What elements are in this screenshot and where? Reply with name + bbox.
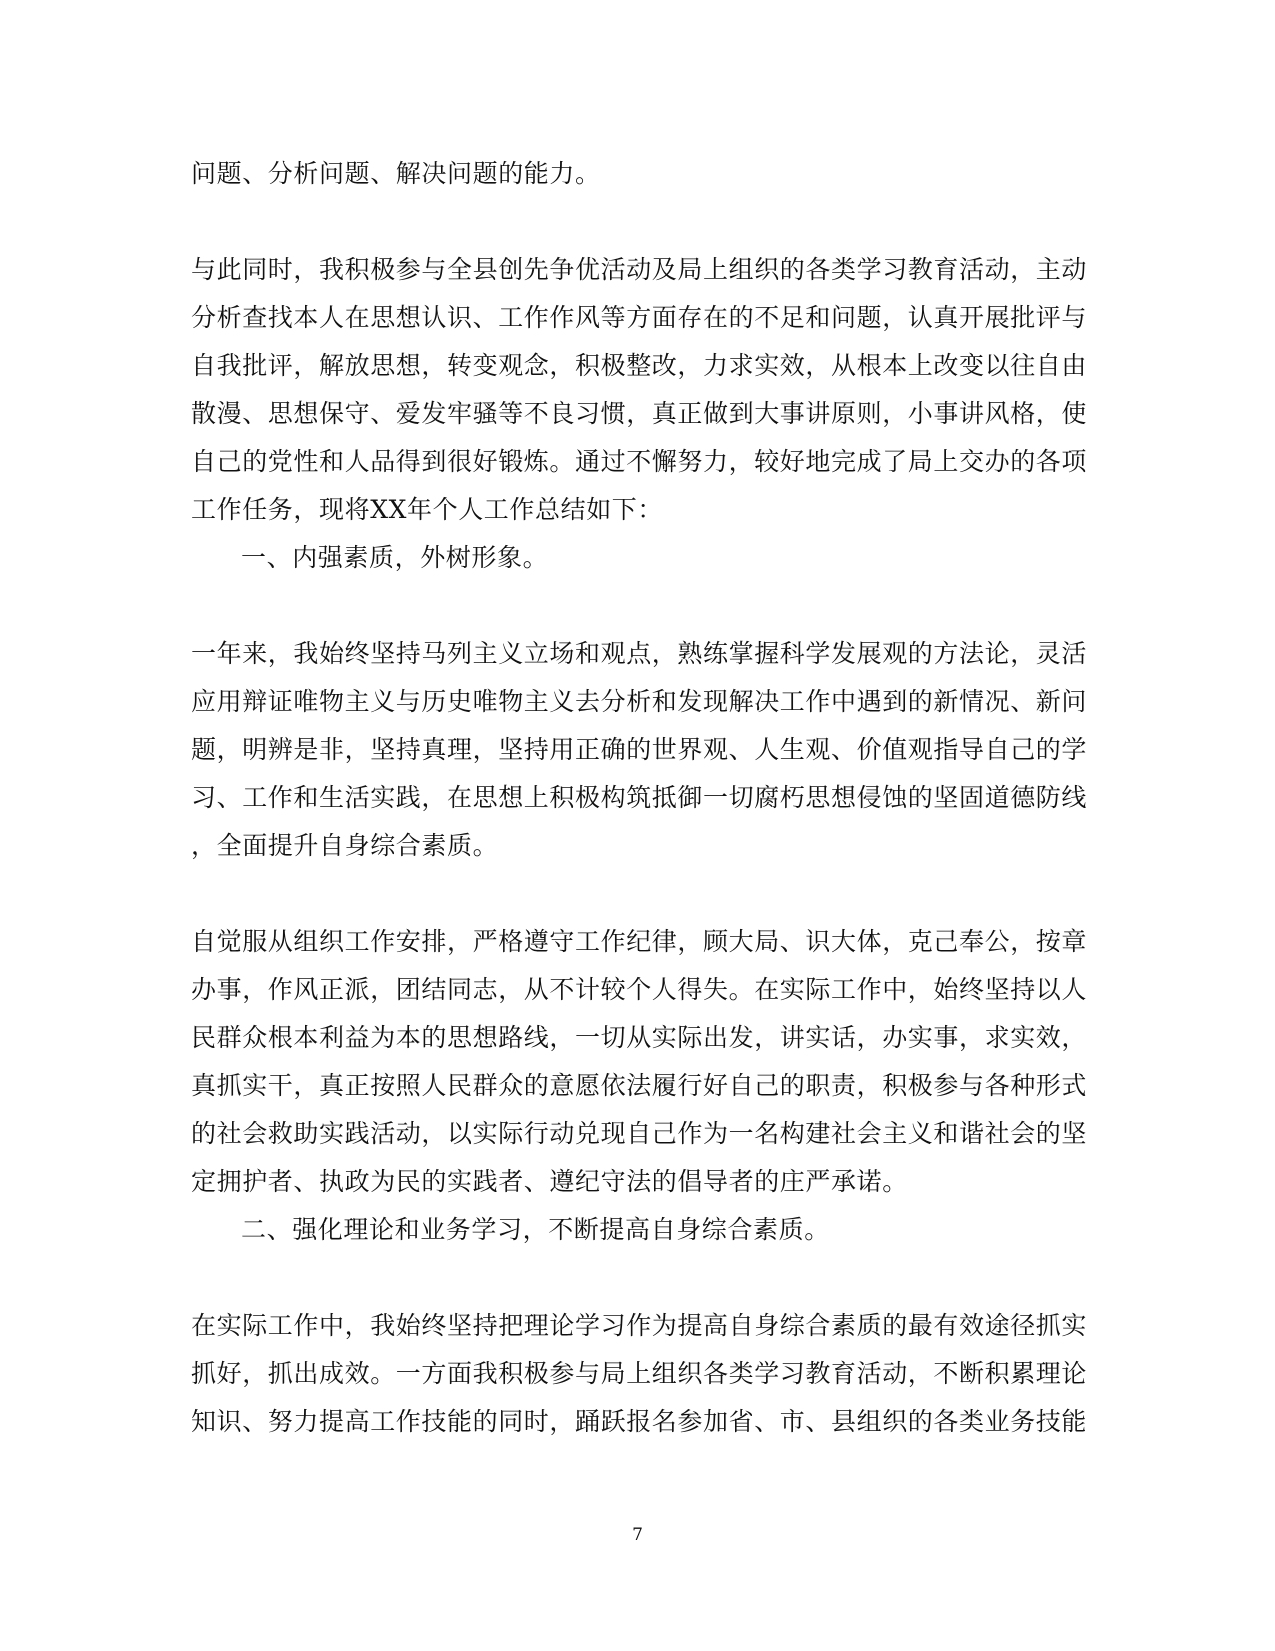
- text-line: 与此同时，我积极参与全县创先争优活动及局上组织的各类学习教育活动，主动: [191, 255, 1088, 284]
- text-line: 自己的党性和人品得到很好锻炼。通过不懈努力，较好地完成了局上交办的各项: [191, 447, 1088, 476]
- text-line: 工作任务，现将XX年个人工作总结如下：: [191, 495, 663, 524]
- text-line: 知识、努力提高工作技能的同时，踊跃报名参加省、市、县组织的各类业务技能: [191, 1407, 1088, 1436]
- text-line: 分析查找本人在思想认识、工作作风等方面存在的不足和问题，认真开展批评与: [191, 303, 1088, 332]
- text-line: 抓好，抓出成效。一方面我积极参与局上组织各类学习教育活动，不断积累理论: [191, 1359, 1088, 1388]
- section-heading: 一、内强素质，外树形象。: [241, 543, 549, 572]
- text-line: 散漫、思想保守、爱发牢骚等不良习惯，真正做到大事讲原则，小事讲风格，使: [191, 399, 1088, 428]
- text-line: 办事，作风正派，团结同志，从不计较个人得失。在实际工作中，始终坚持以人: [191, 975, 1088, 1004]
- text-line: 题，明辨是非，坚持真理，坚持用正确的世界观、人生观、价值观指导自己的学: [191, 735, 1088, 764]
- text-line: 定拥护者、执政为民的实践者、遵纪守法的倡导者的庄严承诺。: [191, 1167, 908, 1196]
- text-line: 自觉服从组织工作安排，严格遵守工作纪律，顾大局、识大体，克己奉公，按章: [191, 927, 1088, 956]
- text-line: 真抓实干，真正按照人民群众的意愿依法履行好自己的职责，积极参与各种形式: [191, 1071, 1088, 1100]
- text-line: 民群众根本利益为本的思想路线，一切从实际出发，讲实话，办实事，求实效，: [191, 1023, 1088, 1052]
- text-line: 应用辩证唯物主义与历史唯物主义去分析和发现解决工作中遇到的新情况、新问: [191, 687, 1088, 716]
- text-line: 一年来，我始终坚持马列主义立场和观点，熟练掌握科学发展观的方法论，灵活: [191, 639, 1088, 668]
- text-line: ，全面提升自身综合素质。: [191, 831, 499, 860]
- section-heading: 二、强化理论和业务学习，不断提高自身综合素质。: [241, 1215, 830, 1244]
- page-number: 7: [632, 1525, 643, 1545]
- text-line: 习、工作和生活实践，在思想上积极构筑抵御一切腐朽思想侵蚀的坚固道德防线: [191, 783, 1088, 812]
- text-line: 在实际工作中，我始终坚持把理论学习作为提高自身综合素质的最有效途径抓实: [191, 1311, 1088, 1340]
- text-line: 问题、分析问题、解决问题的能力。: [191, 159, 601, 188]
- text-line: 自我批评，解放思想，转变观念，积极整改，力求实效，从根本上改变以往自由: [191, 351, 1088, 380]
- text-line: 的社会救助实践活动，以实际行动兑现自己作为一名构建社会主义和谐社会的坚: [191, 1119, 1088, 1148]
